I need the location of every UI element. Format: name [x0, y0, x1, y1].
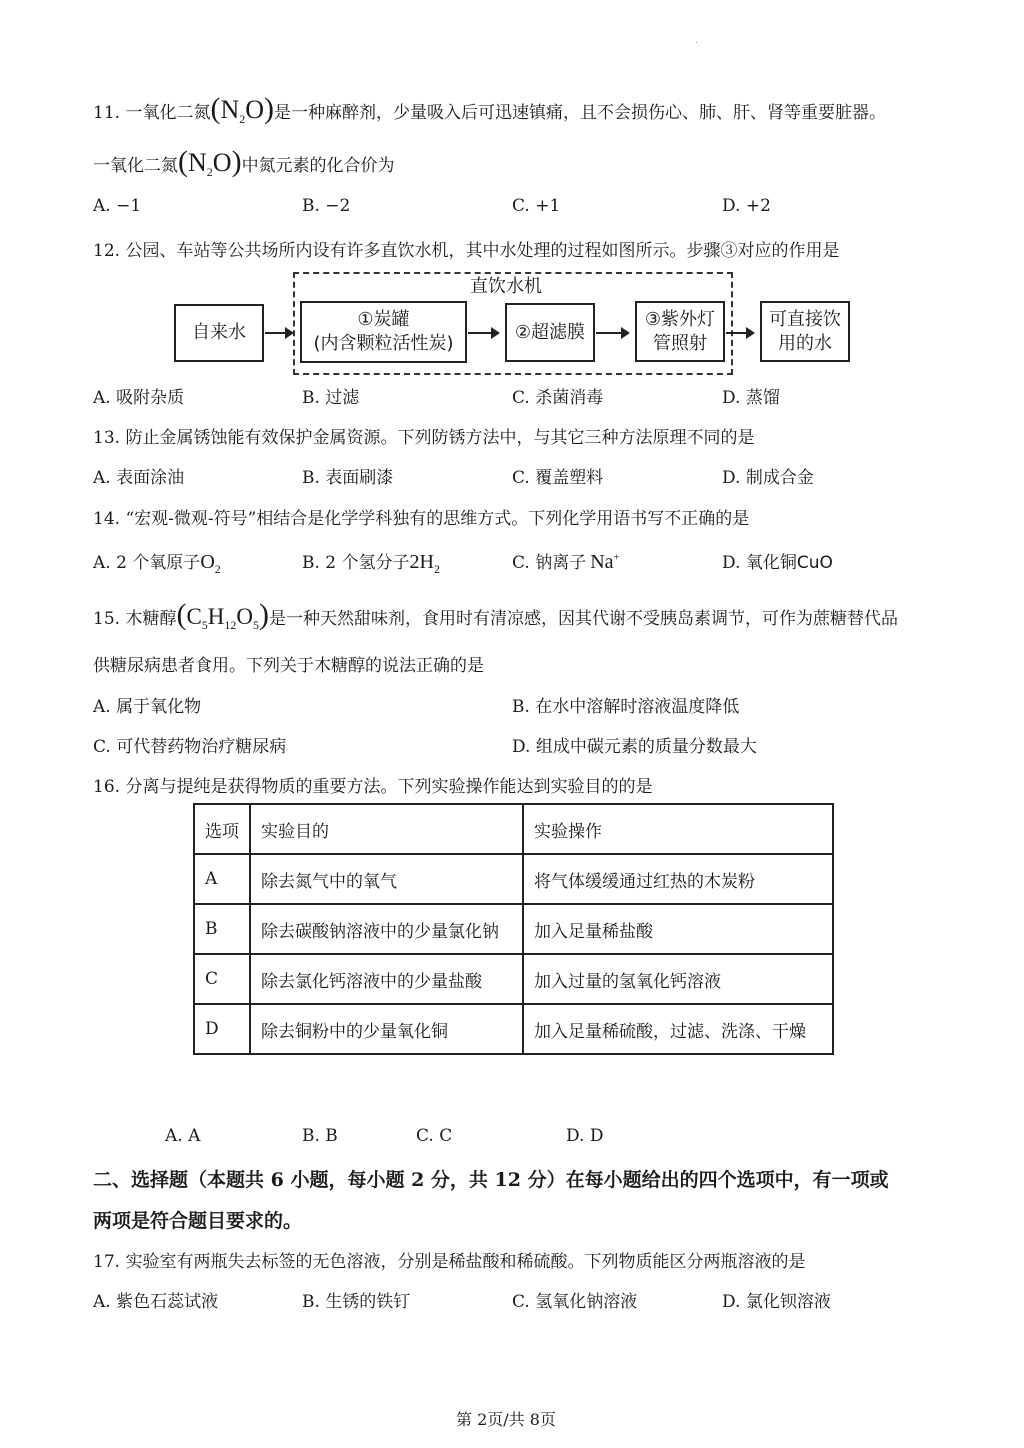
- table-cell: 除去碳酸钠溶液中的少量氯化钠: [250, 904, 523, 954]
- q14-option-d[interactable]: D. 氧化铜CuO: [722, 553, 833, 573]
- table-row: [194, 1004, 833, 1054]
- q12-option-a[interactable]: A. 吸附杂质: [93, 388, 185, 408]
- q12-option-c[interactable]: C. 杀菌消毒: [512, 388, 604, 408]
- ultrafiltration-box: ②超滤膜: [505, 303, 595, 362]
- q16-option-c[interactable]: C. C: [416, 1126, 453, 1146]
- question-11-stem: [93, 92, 886, 127]
- section-2-heading-line2: 两项是符合题目要求的。: [93, 1210, 303, 1232]
- dispenser-title: 直饮水机: [470, 276, 542, 297]
- q17-option-a[interactable]: A. 紫色石蕊试液: [93, 1292, 219, 1312]
- table-cell: A: [194, 854, 250, 904]
- experiment-table: [193, 803, 834, 1055]
- question-12-stem: 12. 公园、车站等公共场所内设有许多直饮水机，其中水处理的过程如图所示。步骤③对应的作用是: [93, 241, 840, 261]
- q13-option-d[interactable]: D. 制成合金: [722, 468, 814, 488]
- table-row: [194, 904, 833, 954]
- arrow-icon: [265, 332, 292, 334]
- q11-option-c[interactable]: C. +1: [512, 196, 561, 216]
- question-15-line2: 供糖尿病患者食用。下列关于木糖醇的说法正确的是: [93, 656, 484, 676]
- table-cell: 加入足量稀盐酸: [523, 904, 833, 954]
- question-17-stem: 17. 实验室有两瓶失去标签的无色溶液，分别是稀盐酸和稀硫酸。下列物质能区分两瓶溶液的是: [93, 1252, 806, 1272]
- q16-option-d[interactable]: D. D: [566, 1126, 604, 1146]
- q15-option-d[interactable]: D. 组成中碳元素的质量分数最大: [512, 737, 757, 757]
- question-13-stem: 13. 防止金属锈蚀能有效保护金属资源。下列防锈方法中，与其它三种方法原理不同的是: [93, 428, 755, 448]
- table-header-row: [194, 804, 833, 854]
- q17-option-b[interactable]: B. 生锈的铁钉: [302, 1292, 411, 1312]
- uv-lamp-box: ③紫外灯 管照射: [635, 301, 725, 362]
- table-cell: B: [194, 904, 250, 954]
- q11-formula: $N_2O$: [220, 95, 265, 126]
- carbon-tank-box: ①炭罐 (内含颗粒活性炭): [300, 301, 467, 363]
- table-cell: 加入过量的氢氧化钙溶液: [523, 954, 833, 1004]
- section-2-heading: 二、选择题（本题共 6 小题，每小题 2 分，共 12 分）在每小题给出的四个选项中，有一项或: [93, 1169, 889, 1191]
- table-cell: 除去铜粉中的少量氧化铜: [250, 1004, 523, 1054]
- q15-option-b[interactable]: B. 在水中溶解时溶液温度降低: [512, 697, 740, 717]
- q11-prefix: 11. 一氧化二氮: [93, 103, 211, 123]
- arrow-icon: [596, 332, 628, 334]
- arrow-icon: [726, 332, 753, 334]
- q11-option-d[interactable]: D. +2: [722, 196, 771, 216]
- arrow-icon: [468, 332, 498, 334]
- table-cell: 加入足量稀硫酸，过滤、洗涤、干燥: [523, 1004, 833, 1054]
- q11-option-b[interactable]: B. −2: [302, 196, 351, 216]
- q16-option-a[interactable]: A. A: [165, 1126, 201, 1146]
- q15-option-a[interactable]: A. 属于氧化物: [93, 697, 202, 717]
- question-11-line2: 一氧化二氮$(N_2O)$中氮元素的化合价为: [93, 145, 395, 179]
- q14-option-c[interactable]: C. 钠离子 Na+: [512, 551, 620, 573]
- q13-option-b[interactable]: B. 表面刷漆: [302, 468, 394, 488]
- table-header-cell: 实验操作: [523, 804, 833, 854]
- q11-rest: 是一种麻醉剂，少量吸入后可迅速镇痛，且不会损伤心、肺、肝、肾等重要脏器。: [274, 103, 887, 123]
- table-cell: D: [194, 1004, 250, 1054]
- drinkable-water-box: 可直接饮 用的水: [760, 301, 850, 362]
- q14-option-a[interactable]: A. 2 个氧原子$O_2$: [93, 551, 221, 576]
- q11-paren-close: ): [264, 92, 275, 125]
- table-row: [194, 954, 833, 1004]
- q17-option-d[interactable]: D. 氯化钡溶液: [722, 1292, 831, 1312]
- tap-water-box: 自来水: [174, 304, 264, 362]
- table-cell: C: [194, 954, 250, 1004]
- q14-option-b[interactable]: B. 2 个氢分子$2H_2$: [302, 551, 440, 576]
- q16-option-b[interactable]: B. B: [302, 1126, 338, 1146]
- q15-option-c[interactable]: C. 可代替药物治疗糖尿病: [93, 737, 287, 757]
- table-header-cell: 选项: [194, 804, 250, 854]
- q17-option-c[interactable]: C. 氢氧化钠溶液: [512, 1292, 638, 1312]
- table-cell: 除去氮气中的氧气: [250, 854, 523, 904]
- q12-option-d[interactable]: D. 蒸馏: [722, 388, 780, 408]
- q11-paren-open: (: [210, 92, 221, 125]
- table-cell: 除去氯化钙溶液中的少量盐酸: [250, 954, 523, 1004]
- question-14-stem: 14. “宏观-微观-符号”相结合是化学学科独有的思维方式。下列化学用语书写不正确的是: [93, 509, 750, 529]
- q13-option-a[interactable]: A. 表面涂油: [93, 468, 185, 488]
- table-row: [194, 854, 833, 904]
- question-15-stem: 15. 木糖醇$(C_5H_{12}O_5)$是一种天然甜味剂，食用时有清凉感，因其代谢不受胰岛素调节，可作为蔗糖替代品: [93, 598, 899, 632]
- page-mark: ·: [695, 38, 699, 49]
- table-cell: 将气体缓缓通过红热的木炭粉: [523, 854, 833, 904]
- table-header-cell: 实验目的: [250, 804, 523, 854]
- page-footer: 第 2页/共 8页: [456, 1410, 556, 1429]
- question-16-stem: 16. 分离与提纯是获得物质的重要方法。下列实验操作能达到实验目的的是: [93, 777, 653, 797]
- q12-option-b[interactable]: B. 过滤: [302, 388, 360, 408]
- q11-option-a[interactable]: A. −1: [93, 196, 142, 216]
- q13-option-c[interactable]: C. 覆盖塑料: [512, 468, 604, 488]
